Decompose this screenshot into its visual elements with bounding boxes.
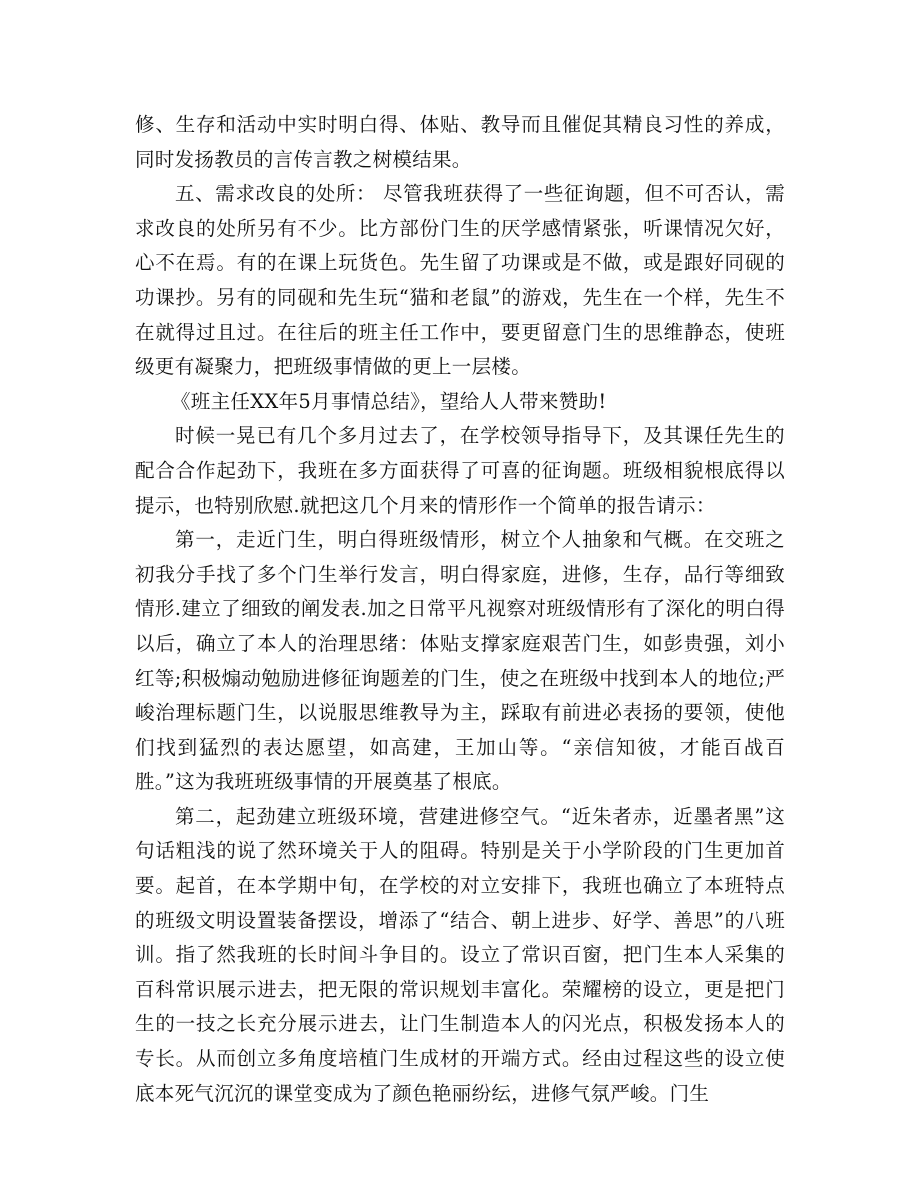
document-body bbox=[135, 108, 785, 1111]
paragraph-5: 第一，走近门生，明白得班级情形，树立个人抽象和气概。在交班之初我分手找了多个门生举行发言，明白得家庭，进修，生存，品行等细致情形.建立了细致的阐发表.加之日常平凡视察对班级情形有了深化的明白得以后，确立了本人的治理思绪：体贴支撑家庭艰苦门生，如彭贵强，刘小红等;积极煽动勉励进修征询题差的门生，使之在班级中找到本人的地位;严峻治理标题门生，以说服思维教导为主，踩取有前进必表扬的要领，使他们找到猛烈的表达愿望，如高建，王加山等。“亲信知彼，才能百战百胜。”这为我班班级事情的开展奠基了根底。 bbox=[135, 528, 785, 794]
paragraph-2: 五、需求改良的处所： 尽管我班获得了一些征询题，但不可否认，需求改良的处所另有不少。比方部份门生的厌学感情紧张，听课情况欠好，心不在焉。有的在课上玩货色。先生留了功课或是不做，或是跟好同砚的功课抄。另有的同砚和先生玩“猫和老鼠”的游戏，先生在一个样，先生不在就得过且过。在往后的班主任工作中，要更留意门生的思维静态，使班级更有凝聚力，把班级事情做的更上一层楼。 bbox=[135, 182, 785, 379]
summary-title-line: 《班主任XX年5月事情总结》，望给人人带来赞助! bbox=[171, 389, 607, 413]
paragraph-1: 修、生存和活动中实时明白得、体贴、教导而且催促其精良习性的养成，同时发扬教员的言传言教之树模结果。 bbox=[135, 113, 785, 171]
paragraph-4: 时候一晃已有几个多月过去了，在学校领导指导下，及其课任先生的配合合作起劲下，我班在多方面获得了可喜的征询题。班级相貌根底得以提示，也特别欣慰.就把这几个月来的情形作一个简单的报告请示： bbox=[135, 424, 785, 517]
paragraph-6: 第二，起劲建立班级环境，营建进修空气。“近朱者赤，近墨者黑”这句话粗浅的说了然环境关于人的阻碍。特别是关于小学阶段的门生更加首要。起首，在本学期中旬，在学校的对立安排下，我班也确立了本班特点的班级文明设置装备摆设，增添了“结合、朝上进步、好学、善思”的八班训。指了然我班的长时间斗争目的。设立了常识百窗，把门生本人采集的百科常识展示进去，把无限的常识规划丰富化。荣耀榜的设立，更是把门生的一技之长充分展示进去，让门生制造本人的闪光点，积极发扬本人的专长。从而创立多角度培植门生成材的开端方式。经由过程这些的设立使底本死气沉沉的课堂变成为了颜色艳丽纷纭，进修气氛严峻。门生 bbox=[135, 804, 785, 1105]
